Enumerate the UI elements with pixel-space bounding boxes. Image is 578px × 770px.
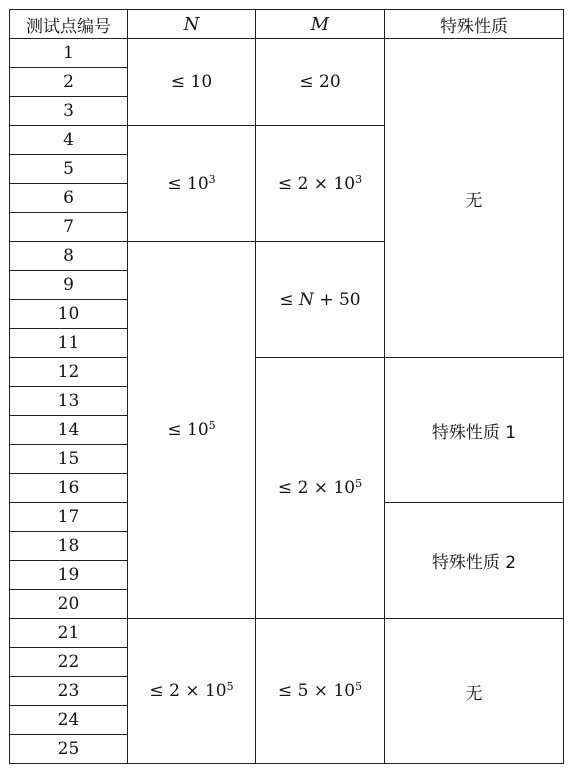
constraints-table	[9, 9, 564, 764]
testcase-id: 13	[10, 387, 128, 416]
testcase-id: 1	[10, 39, 128, 68]
le-symbol: ≤	[277, 173, 293, 194]
testcase-id: 11	[10, 329, 128, 358]
le-symbol: ≤	[170, 72, 186, 92]
m-constraint-group-2	[256, 126, 385, 242]
testcase-id: 21	[10, 619, 128, 648]
table-row	[10, 619, 564, 648]
testcase-id: 9	[10, 271, 128, 300]
le-symbol: ≤	[167, 420, 182, 440]
testcase-id: 16	[10, 474, 128, 503]
testcase-id: 18	[10, 532, 128, 561]
le-symbol: ≤	[299, 72, 314, 92]
m-constraint-group-4	[256, 358, 385, 619]
n-constraint-group-2	[128, 126, 256, 242]
n-constraint-group-3	[128, 242, 256, 619]
testcase-id: 5	[10, 155, 128, 184]
header-property: 特殊性质	[385, 10, 564, 39]
testcase-id: 6	[10, 184, 128, 213]
m-constraint-group-5	[256, 619, 385, 764]
table-row	[10, 358, 564, 387]
power-exponent: 5	[355, 680, 363, 693]
testcase-id: 7	[10, 213, 128, 242]
power-exponent: 5	[226, 680, 234, 693]
testcase-id: 25	[10, 735, 128, 764]
property-special-1: 特殊性质 1	[385, 358, 564, 503]
n-constraint-group-1	[128, 39, 256, 126]
property-none-1: 无	[385, 39, 564, 358]
power-base: 10	[187, 420, 209, 440]
power-exponent: 5	[208, 419, 216, 432]
power-base: 10	[333, 173, 356, 194]
testcase-id: 8	[10, 242, 128, 271]
property-special-2: 特殊性质 2	[385, 503, 564, 619]
coefficient: 2 ×	[297, 478, 329, 498]
table-row	[10, 39, 564, 68]
power-exponent: 3	[355, 172, 363, 186]
testcase-id: 19	[10, 561, 128, 590]
m-offset: + 50	[319, 289, 361, 310]
le-symbol: ≤	[279, 289, 294, 310]
testcase-id: 14	[10, 416, 128, 445]
testcase-id: 4	[10, 126, 128, 155]
coefficient: 2 ×	[169, 681, 200, 701]
n-constraint-group-4	[128, 619, 256, 764]
testcase-id: 20	[10, 590, 128, 619]
power-exponent: 5	[355, 477, 363, 490]
coefficient: 5 ×	[297, 681, 329, 701]
header-row	[10, 10, 564, 39]
power-base: 10	[333, 681, 356, 701]
testcase-id: 23	[10, 677, 128, 706]
m-constraint-group-1	[256, 39, 385, 126]
header-testcase: 测试点编号	[10, 10, 128, 39]
testcase-id: 24	[10, 706, 128, 735]
coefficient: 2 ×	[297, 173, 329, 194]
header-m: M	[256, 10, 385, 39]
n-value: 10	[190, 72, 213, 92]
le-symbol: ≤	[149, 681, 164, 701]
variable-n: N	[299, 289, 314, 310]
testcase-id: 17	[10, 503, 128, 532]
testcase-id: 15	[10, 445, 128, 474]
power-exponent: 3	[208, 172, 216, 186]
testcase-id: 22	[10, 648, 128, 677]
le-symbol: ≤	[277, 478, 293, 498]
header-n: N	[128, 10, 256, 39]
power-base: 10	[333, 478, 356, 498]
m-constraint-group-3	[256, 242, 385, 358]
m-value: 20	[319, 72, 341, 92]
testcase-id: 10	[10, 300, 128, 329]
le-symbol: ≤	[167, 173, 182, 194]
testcase-id: 3	[10, 97, 128, 126]
testcase-id: 2	[10, 68, 128, 97]
power-base: 10	[187, 173, 209, 194]
testcase-id: 12	[10, 358, 128, 387]
le-symbol: ≤	[277, 681, 293, 701]
power-base: 10	[204, 681, 227, 701]
property-none-2: 无	[385, 619, 564, 764]
